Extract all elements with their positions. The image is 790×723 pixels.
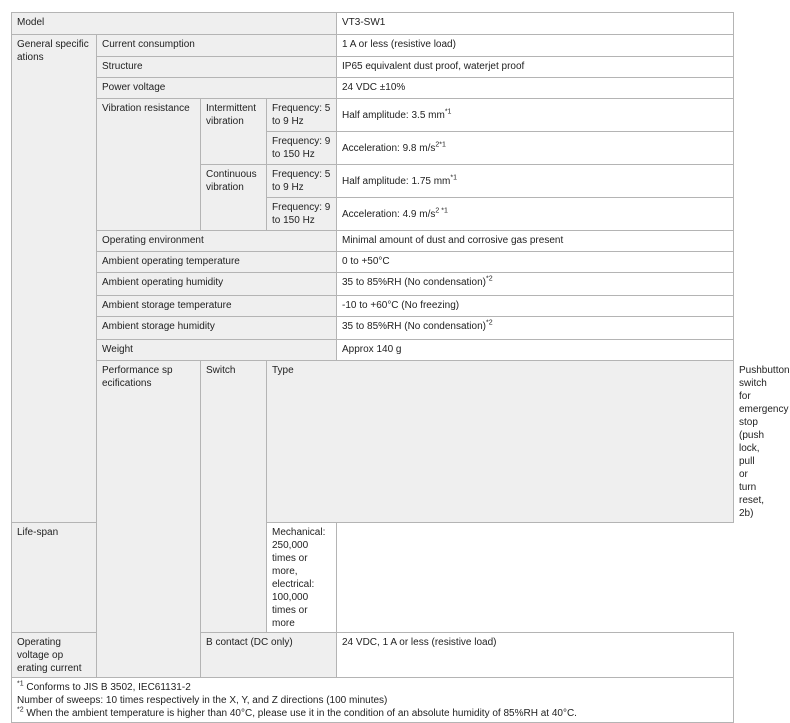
footnotes-row xyxy=(12,678,734,723)
model-label: Model xyxy=(12,13,337,35)
operating-environment-label: Operating environment xyxy=(97,231,337,252)
frequency-label: Frequency: 9 to 150 Hz xyxy=(267,198,337,231)
model-value: VT3-SW1 xyxy=(337,13,734,35)
ambient-storage-temperature-value: -10 to +60°C (No freezing) xyxy=(337,296,734,317)
power-voltage-label: Power voltage xyxy=(97,78,337,99)
current-consumption-value: 1 A or less (resistive load) xyxy=(337,35,734,57)
spec-row xyxy=(12,296,734,317)
spec-row xyxy=(12,35,734,57)
ambient-operating-humidity-label: Ambient operating humidity xyxy=(97,273,337,296)
ambient-storage-humidity-label: Ambient storage humidity xyxy=(97,317,337,340)
continuous-high-value: Acceleration: 4.9 $m/s^2$ $^{*1}$ xyxy=(337,198,734,231)
spec-row xyxy=(12,231,734,252)
spec-row xyxy=(12,78,734,99)
spec-row: Performance sp ecifications Switch Type Pushbutton switch for emergency stop (push lock, pull or turn reset, 2b) xyxy=(12,361,734,523)
footnote-ref: *2 xyxy=(485,319,493,327)
specification-table xyxy=(11,12,790,723)
type-label: Type xyxy=(267,361,734,523)
current-consumption-label: Current consumption xyxy=(97,35,337,57)
continuous-vibration-label: Continuous vibration xyxy=(201,165,267,231)
spec-row xyxy=(12,317,734,340)
spec-row xyxy=(12,99,734,132)
footnote-ref: *2 xyxy=(485,275,493,283)
intermittent-low-value: Half amplitude: 3.5 $mm^{*1}$ xyxy=(337,99,734,132)
weight-value: Approx 140 g xyxy=(337,340,734,361)
b-contact-label: B contact (DC only) xyxy=(201,633,337,678)
structure-value: IP65 equivalent dust proof, waterjet proof xyxy=(337,57,734,78)
footnote-1-detail: Number of sweeps: 10 times respectively in the X, Y, and Z directions (100 minutes) xyxy=(17,695,388,706)
spec-row xyxy=(12,57,734,78)
operating-voltage-label: Operating voltage op erating current xyxy=(12,633,97,678)
footnote-ref: *1 xyxy=(450,174,458,182)
ambient-storage-temperature-label: Ambient storage temperature xyxy=(97,296,337,317)
continuous-low-value: Half amplitude: 1.75 $mm^{*1}$ xyxy=(337,165,734,198)
spec-row xyxy=(12,273,734,296)
switch-label: Switch xyxy=(201,361,267,633)
power-voltage-value: 24 VDC ±10% xyxy=(337,78,734,99)
footnote-2: $^{*2}$ When the ambient temperature is higher than 40°C, please use it in the condition of an absolute humidity of 85%RH at 40°C. xyxy=(17,706,577,719)
ambient-operating-temperature-label: Ambient operating temperature xyxy=(97,252,337,273)
general-specifications-label: General specific ations xyxy=(12,35,97,523)
lifespan-value: Mechanical: 250,000 times or more, electrical: 100,000 times or more xyxy=(267,523,337,633)
spec-sheet xyxy=(11,12,790,723)
weight-label: Weight xyxy=(97,340,337,361)
ambient-operating-temperature-value: 0 to +50°C xyxy=(337,252,734,273)
spec-row xyxy=(12,340,734,361)
structure-label: Structure xyxy=(97,57,337,78)
operating-environment-value: Minimal amount of dust and corrosive gas present xyxy=(337,231,734,252)
operating-voltage-value: 24 VDC, 1 A or less (resistive load) xyxy=(337,633,734,678)
footnote-ref: *1 xyxy=(439,141,446,149)
frequency-label: Frequency: 5 to 9 Hz xyxy=(267,99,337,132)
spec-row xyxy=(12,523,734,633)
model-row xyxy=(12,13,734,35)
footnotes xyxy=(12,678,734,723)
vibration-resistance-label: Vibration resistance xyxy=(97,99,201,231)
lifespan-label: Life-span xyxy=(12,523,201,633)
intermittent-vibration-label: Intermittent vibration xyxy=(201,99,267,165)
footnote-1: $^{*1}$ Conforms to JIS B 3502, IEC61131-2 xyxy=(17,680,191,693)
ambient-storage-humidity-value: 35 to 85%RH (No condensation)$^{*2}$ xyxy=(337,317,734,340)
intermittent-high-value: Acceleration: 9.8 $m/s^{2*1}$ xyxy=(337,132,734,165)
spec-row xyxy=(12,252,734,273)
footnote-ref: *1 xyxy=(444,108,452,116)
frequency-label: Frequency: 5 to 9 Hz xyxy=(267,165,337,198)
frequency-label: Frequency: 9 to 150 Hz xyxy=(267,132,337,165)
footnote-ref: *1 xyxy=(439,207,448,215)
performance-specifications-label: Performance sp ecifications xyxy=(97,361,201,678)
ambient-operating-humidity-value: 35 to 85%RH (No condensation)$^{*2}$ xyxy=(337,273,734,296)
